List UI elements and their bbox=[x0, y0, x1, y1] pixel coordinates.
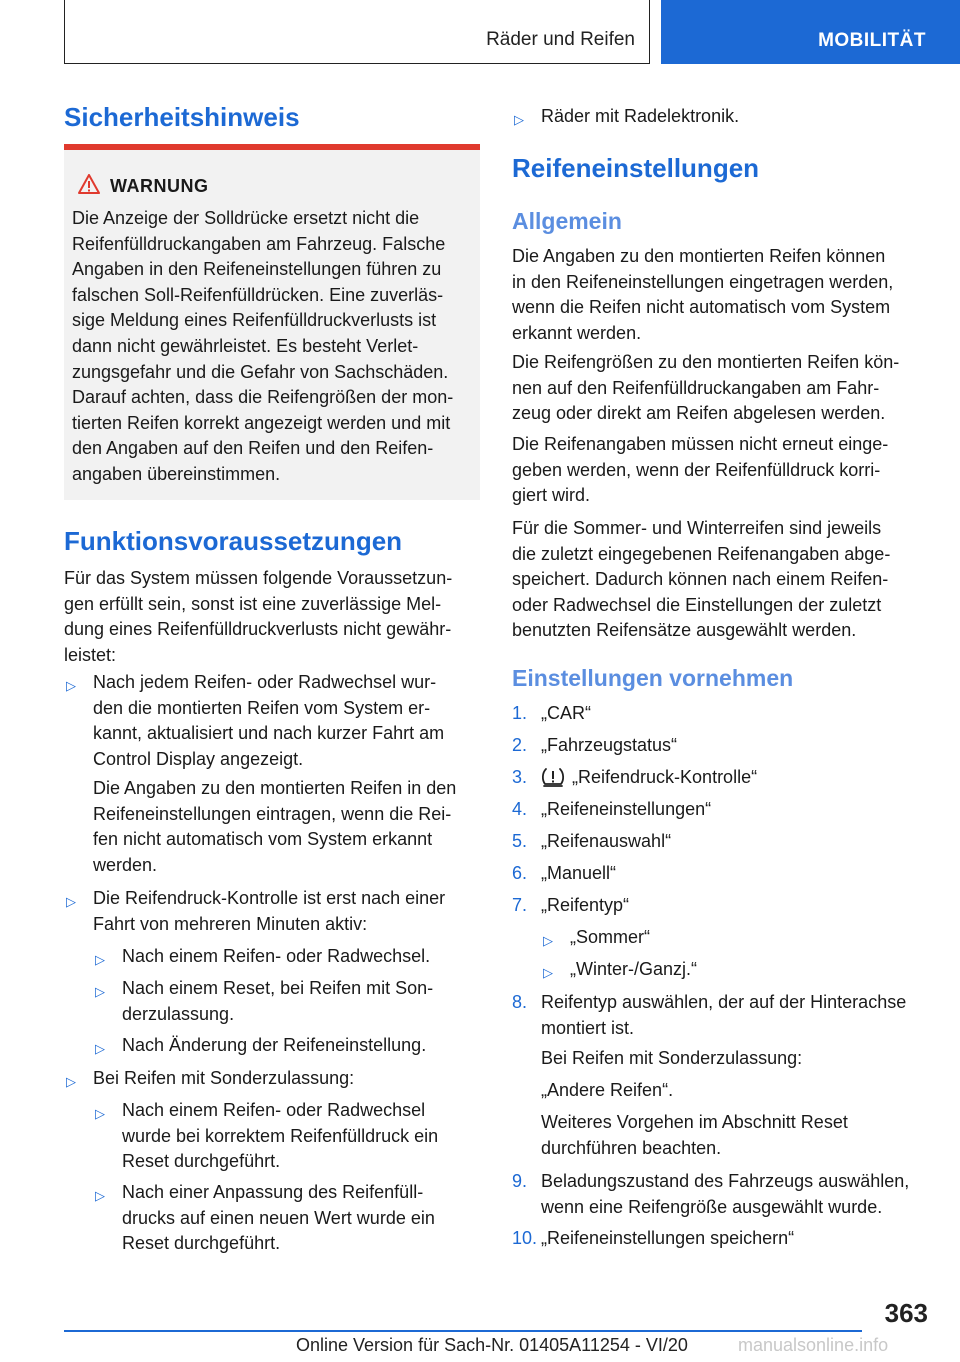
text-line: Die Reifengrößen zu den montierten Reifen kön- bbox=[512, 352, 900, 372]
text-line: geben werden, wenn der Reifenfülldruck korri- bbox=[512, 459, 881, 480]
step-text: „Reifendruck-Kontrolle“ bbox=[572, 767, 758, 787]
tire-pressure-warning-icon bbox=[540, 766, 566, 788]
step-text: „Manuell“ bbox=[541, 863, 617, 883]
text-line: sige Meldung eines Reifenfülldruckverlusts ist bbox=[72, 310, 437, 331]
text-line: Angaben in den Reifeneinstellungen führen zu bbox=[72, 259, 442, 280]
text-line: Nach einer Anpassung des Reifenfüll- bbox=[122, 1182, 424, 1202]
text-line: Für die Sommer- und Winterreifen sind jeweils bbox=[512, 518, 882, 538]
text-line: kannt, aktualisiert und nach kurzer Fahrt am bbox=[93, 723, 445, 744]
text-line: fen nicht automatisch vom System erkannt bbox=[93, 829, 433, 850]
bullet-sub-item bbox=[122, 1098, 482, 1175]
step-text: „Reifeneinstellungen speichern“ bbox=[541, 1228, 795, 1248]
step-number: 6. bbox=[512, 863, 528, 883]
bullet-triangle-icon: ▷ bbox=[66, 894, 76, 909]
text-line: wenn eine Reifengröße ausgewählt wurde. bbox=[541, 1196, 883, 1217]
text-line: Reset durchgeführt. bbox=[122, 1233, 281, 1254]
text-line: Nach einem Reifen- oder Radwechsel bbox=[122, 1100, 426, 1120]
bullet-item: Bei Reifen mit Sonderzulassung: bbox=[93, 1068, 355, 1088]
warning-box bbox=[64, 144, 480, 500]
heading-einstellungen-vornehmen: Einstellungen vornehmen bbox=[512, 665, 794, 691]
text-line: den Angaben auf den Reifen und den Reifen- bbox=[72, 438, 434, 459]
bullet-item bbox=[93, 670, 485, 772]
bullet-triangle-icon: ▷ bbox=[95, 1041, 105, 1056]
step-number: 4. bbox=[512, 799, 528, 819]
footer-divider bbox=[64, 1330, 862, 1332]
paragraph bbox=[512, 350, 932, 427]
step-text bbox=[541, 1169, 933, 1220]
bullet-triangle-icon: ▷ bbox=[543, 933, 553, 948]
paragraph bbox=[512, 244, 932, 346]
heading-sicherheitshinweis: Sicherheitshinweis bbox=[64, 102, 300, 132]
step-number: 9. bbox=[512, 1171, 528, 1191]
text-line: die zuletzt eingegebenen Reifenangaben abge- bbox=[512, 543, 891, 564]
text-line: Weiteres Vorgehen im Abschnitt Reset bbox=[541, 1112, 848, 1132]
bullet-triangle-icon: ▷ bbox=[66, 1074, 76, 1089]
warning-triangle-icon bbox=[78, 174, 100, 194]
step-text: „CAR“ bbox=[541, 703, 591, 723]
bullet-sub-item bbox=[122, 1180, 482, 1257]
text-line: durchführen beachten. bbox=[541, 1137, 722, 1158]
text-line: Reifenfülldruckangaben am Fahrzeug. Falsche bbox=[72, 233, 446, 254]
step-number: 5. bbox=[512, 831, 528, 851]
text-line: Control Display angezeigt. bbox=[93, 748, 304, 769]
text-line: nen auf den Reifenfülldruckangaben am Fahr- bbox=[512, 377, 880, 398]
text-line: Nach einem Reset, bei Reifen mit Son- bbox=[122, 978, 434, 998]
header-chapter-title: MOBILITÄT bbox=[818, 30, 926, 51]
text-line: giert wird. bbox=[512, 485, 591, 506]
text-line: den die montierten Reifen vom System er- bbox=[93, 697, 431, 718]
bullet-sub-item bbox=[122, 976, 482, 1027]
paragraph bbox=[512, 516, 932, 644]
text-line: falschen Soll-Reifenfülldrücken. Eine zuverläs- bbox=[72, 284, 444, 305]
text-line: Darauf achten, dass die Reifengrößen der mon- bbox=[72, 387, 454, 408]
step-number: 3. bbox=[512, 767, 528, 787]
step-number: 2. bbox=[512, 735, 528, 755]
warning-text bbox=[72, 206, 476, 488]
step-text bbox=[541, 990, 933, 1041]
bullet-sub-item: Nach einem Reifen- oder Radwechsel. bbox=[122, 946, 431, 966]
step-text: „Fahrzeugstatus“ bbox=[541, 735, 678, 755]
text-line: Beladungszustand des Fahrzeugs auswählen, bbox=[541, 1171, 910, 1191]
text-line: in den Reifeneinstellungen eingetragen werden, bbox=[512, 271, 894, 292]
text-line: Reifentyp auswählen, der auf der Hinterachse bbox=[541, 992, 907, 1012]
header-chapter-box bbox=[661, 0, 960, 64]
bullet-triangle-icon: ▷ bbox=[95, 952, 105, 967]
text-line: werden. bbox=[93, 854, 158, 875]
heading-funktionsvoraussetzungen: Funktionsvoraussetzungen bbox=[64, 526, 403, 556]
step-number: 7. bbox=[512, 895, 528, 915]
bullet-sub-item: Nach Änderung der Reifeneinstellung. bbox=[122, 1035, 427, 1055]
bullet-triangle-icon: ▷ bbox=[543, 965, 553, 980]
text-line: Die Reifendruck-Kontrolle ist erst nach einer bbox=[93, 888, 446, 908]
text-line: Die Angaben zu den montierten Reifen können bbox=[512, 246, 886, 266]
text-line: Reifeneinstellungen eintragen, wenn die Rei- bbox=[93, 803, 452, 824]
bullet-item bbox=[93, 886, 485, 937]
text-line: Fahrt von mehreren Minuten aktiv: bbox=[93, 913, 368, 934]
bullet-triangle-icon: ▷ bbox=[95, 984, 105, 999]
paragraph bbox=[512, 432, 932, 509]
step-text: „Reifeneinstellungen“ bbox=[541, 799, 712, 819]
text-line: zungsgefahr und die Gefahr von Sachschäden. bbox=[72, 361, 449, 382]
step-number: 10. bbox=[512, 1228, 538, 1248]
text-line: Reset durchgeführt. bbox=[122, 1151, 281, 1172]
text-line: leistet: bbox=[64, 644, 117, 665]
text-line: Für das System müssen folgende Voraussetzun- bbox=[64, 568, 453, 588]
bullet-item: Räder mit Radelektronik. bbox=[541, 106, 740, 126]
text-line: tierten Reifen korrekt angezeigt werden und mit bbox=[72, 412, 451, 433]
text-line: dann nicht gewährleistet. Es besteht Verlet- bbox=[72, 335, 419, 356]
header-section-title: Räder und Reifen bbox=[486, 29, 635, 50]
bullet-triangle-icon: ▷ bbox=[514, 112, 524, 127]
step-sub-paragraph: Bei Reifen mit Sonderzulassung: bbox=[541, 1048, 803, 1068]
header-section-box bbox=[64, 0, 650, 64]
step-text: „Reifenauswahl“ bbox=[541, 831, 672, 851]
bullet-triangle-icon: ▷ bbox=[95, 1188, 105, 1203]
warning-title: WARNUNG bbox=[110, 176, 209, 196]
text-line: erkannt werden. bbox=[512, 322, 642, 343]
step-sub-paragraph bbox=[541, 1110, 933, 1161]
footer-version-text: Online Version für Sach-Nr. 01405A11254 - VI/20 bbox=[296, 1335, 688, 1355]
text-line: wenn die Reifen nicht automatisch vom System bbox=[512, 297, 891, 318]
text-line: Nach jedem Reifen- oder Radwechsel wur- bbox=[93, 672, 437, 692]
text-line: Die Angaben zu den montierten Reifen in den bbox=[93, 778, 457, 798]
text-line: drucks auf einen neuen Wert wurde ein bbox=[122, 1207, 435, 1228]
bullet-triangle-icon: ▷ bbox=[95, 1106, 105, 1121]
bullet-sub-paragraph bbox=[93, 776, 485, 878]
step-number: 1. bbox=[512, 703, 528, 723]
heading-allgemein: Allgemein bbox=[512, 208, 622, 234]
text-line: dung eines Reifenfülldruckverlusts nicht gewähr- bbox=[64, 619, 452, 640]
text-line: gen erfüllt sein, sonst ist eine zuverlässige Mel- bbox=[64, 593, 442, 614]
text-line: benutzten Reifensätze ausgewählt werden. bbox=[512, 620, 857, 641]
page-number: 363 bbox=[884, 1298, 928, 1328]
text-line: zeug oder direkt am Reifen abgelesen werden. bbox=[512, 403, 886, 424]
text-line: oder Radwechsel die Einstellungen der zuletzt bbox=[512, 594, 882, 615]
text-line: Die Reifenangaben müssen nicht erneut einge- bbox=[512, 434, 889, 454]
text-line: derzulassung. bbox=[122, 1003, 235, 1024]
bullet-sub-item: „Winter-/Ganzj.“ bbox=[570, 959, 698, 979]
intro-paragraph bbox=[64, 566, 482, 668]
bullet-triangle-icon: ▷ bbox=[66, 678, 76, 693]
text-line: angaben übereinstimmen. bbox=[72, 463, 281, 484]
step-number: 8. bbox=[512, 992, 528, 1012]
text-line: montiert ist. bbox=[541, 1017, 635, 1038]
bullet-sub-item: „Sommer“ bbox=[570, 927, 650, 947]
step-text: „Reifentyp“ bbox=[541, 895, 630, 915]
text-line: wurde bei korrektem Reifenfülldruck ein bbox=[122, 1125, 439, 1146]
text-line: speichert. Dadurch können nach einem Reifen- bbox=[512, 569, 889, 590]
text-line: Die Anzeige der Solldrücke ersetzt nicht die bbox=[72, 208, 420, 228]
footer-watermark: manualsonline.info bbox=[738, 1335, 889, 1355]
step-sub-paragraph: „Andere Reifen“. bbox=[541, 1080, 674, 1100]
heading-reifeneinstellungen: Reifeneinstellungen bbox=[512, 153, 760, 183]
